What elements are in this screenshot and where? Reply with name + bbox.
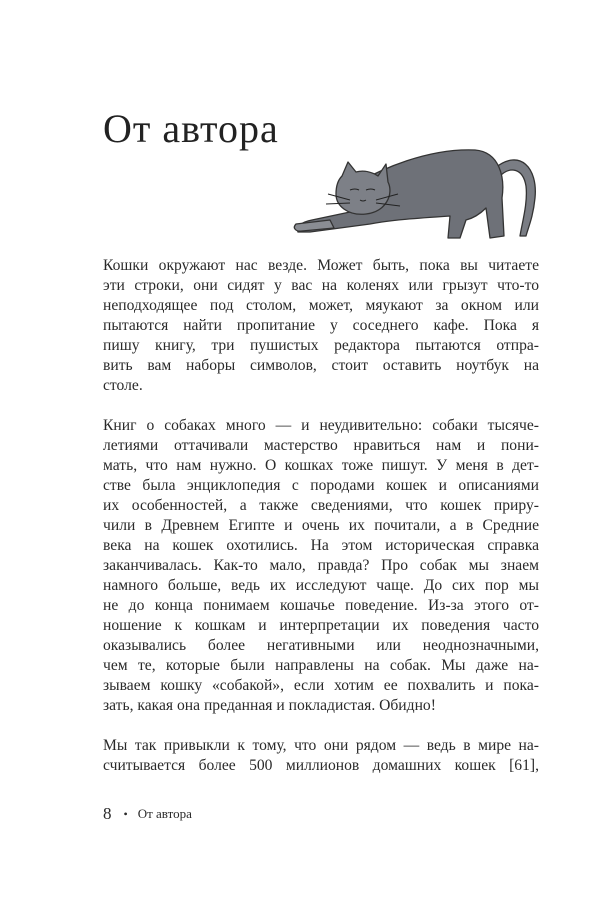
page-footer: [103, 804, 192, 824]
text-line: зываем кошку «собакой», если хотим ее похвалить и пока-: [103, 677, 539, 694]
text-line: столе.: [103, 377, 143, 394]
text-line: Книг о собаках много — и неудивительно: собаки тысяче-: [103, 417, 539, 434]
paragraph-3: [103, 736, 539, 776]
text-line: оказывались более негативными или неоднозначными,: [103, 637, 539, 654]
text-line: считывается более 500 миллионов домашних кошек [61],: [103, 757, 539, 774]
text-line: намного больше, ведь их исследуют чаще. До сих пор мы: [103, 577, 539, 594]
separator-bullet: •: [123, 807, 128, 821]
paragraph-1: [103, 256, 539, 396]
chapter-title: От автора: [103, 105, 279, 151]
text-line: вить вам наборы символов, стоит оставить ноутбук на: [103, 357, 539, 374]
stretching-cat-illustration-icon: [290, 128, 540, 250]
text-line: ношение к кошкам и интерпретации их поведения часто: [103, 617, 539, 634]
text-line: их особенностей, а также сведениями, что кошек приру-: [103, 497, 539, 514]
text-line: чем те, которые были направлены на собак. Мы даже на-: [103, 657, 539, 674]
text-line: Мы так привыкли к тому, что они рядом — ведь в мире на-: [103, 737, 539, 754]
text-line: века на кошек охотились. На этом историческая справка: [103, 537, 539, 554]
running-head: От автора: [137, 806, 192, 821]
text-line: неподходящее под столом, может, мяукают за окном или: [103, 297, 539, 314]
text-line: заканчивалась. Как-то мало, правда? Про собак мы знаем: [103, 557, 539, 574]
text-line: чили в Древнем Египте и очень их почитали, а в Средние: [103, 517, 539, 534]
page-number: 8: [103, 804, 112, 823]
text-line: не до конца понимаем кошачье поведение. Из-за этого от-: [103, 597, 539, 614]
text-line: эти строки, они сидят у вас на коленях или грызут что-то: [103, 277, 539, 294]
text-line: мать, что нам нужно. О кошках тоже пишут. У меня в дет-: [103, 457, 539, 474]
text-line: зать, какая она преданная и покладистая. Обидно!: [103, 697, 436, 714]
body-text: [103, 256, 539, 776]
text-line: летиями оттачивали мастерство нравиться нам и пони-: [103, 437, 539, 454]
text-line: Кошки окружают нас везде. Может быть, пока вы читаете: [103, 257, 539, 274]
paragraph-2: [103, 416, 539, 716]
text-line: пишу книгу, три пушистых редактора пытаются отпра-: [103, 337, 539, 354]
text-line: пытаются найти пропитание у соседнего кафе. Пока я: [103, 317, 539, 334]
text-line: стве была энциклопедия с породами кошек и описаниями: [103, 477, 539, 494]
